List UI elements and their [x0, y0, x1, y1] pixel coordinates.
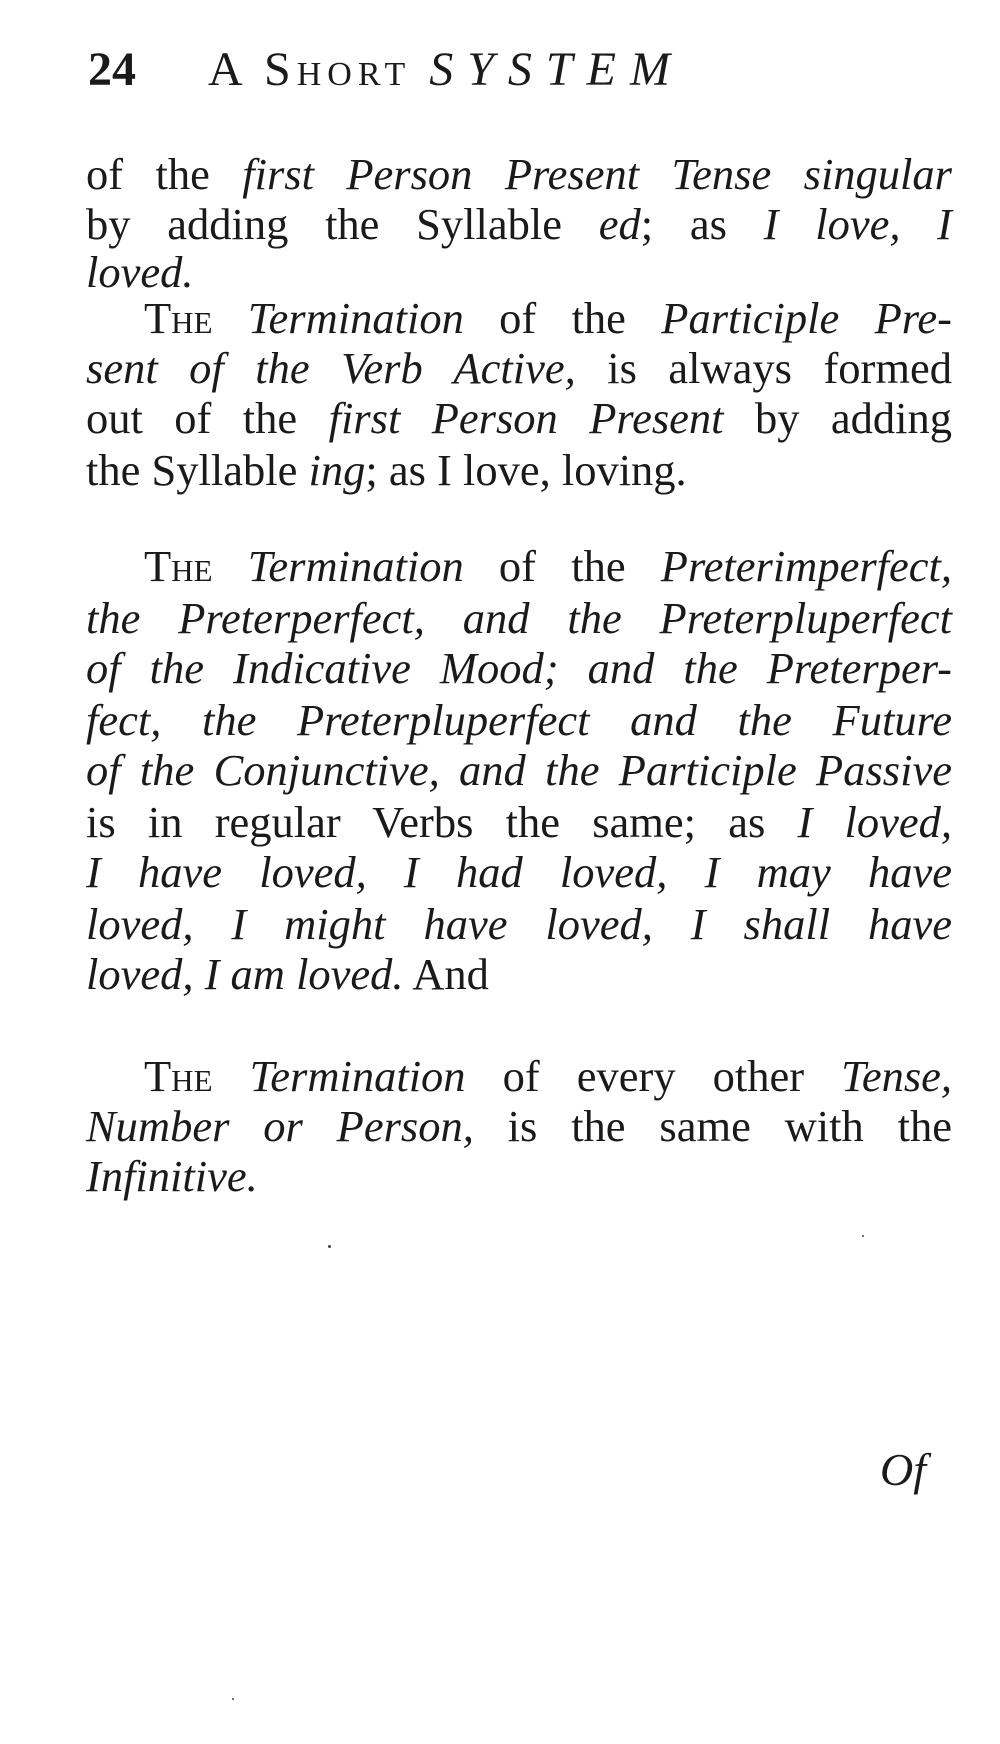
catchword: Of: [880, 1444, 926, 1495]
text-line: [86, 642, 952, 694]
roman-text: is always formed: [575, 343, 952, 393]
roman-text: by adding the Syllable: [86, 199, 599, 249]
italic-text: ed: [598, 199, 641, 249]
text-line: [86, 592, 952, 644]
paragraph-lead-word: The: [144, 293, 213, 343]
text-line: [86, 796, 952, 848]
text-line: [86, 392, 952, 444]
italic-text: loved.: [86, 247, 194, 297]
roman-text: the Syllable: [86, 445, 309, 495]
italic-text: Termination: [247, 541, 464, 591]
roman-text: out of the: [86, 393, 329, 443]
italic-text: I loved,: [797, 797, 952, 847]
italic-text: Number or Person,: [86, 1101, 474, 1151]
italic-text: Termination: [249, 1051, 466, 1101]
italic-text: Tense,: [841, 1051, 953, 1101]
text-line: [86, 744, 952, 796]
paragraph-lead-word: The: [144, 1051, 213, 1101]
roman-text: of every other: [465, 1051, 842, 1101]
italic-text: first Person Present Tense singular: [242, 149, 952, 199]
italic-text: first Person Present: [328, 393, 724, 443]
italic-text: I love, I: [763, 199, 952, 249]
text-line: [86, 444, 952, 496]
paragraph-lead-word: The: [144, 541, 213, 591]
text-line: [86, 246, 952, 298]
text-line: [144, 292, 952, 344]
text-line: [86, 948, 952, 1000]
italic-text: I have loved, I had loved, I may have: [86, 847, 952, 897]
text-line: [86, 898, 952, 950]
text-line: [86, 694, 952, 746]
italic-text: Preterimperfect,: [660, 541, 952, 591]
italic-text: fect, the Preterpluperfect and the Future: [86, 695, 952, 745]
roman-text: ; as: [640, 199, 764, 249]
roman-text: is in regular Verbs the same; as: [86, 797, 798, 847]
text-line: [86, 1100, 952, 1152]
roman-text: of the: [86, 149, 243, 199]
text-line: [86, 198, 952, 250]
italic-text: of the Conjunctive, and the Participle Passive: [86, 745, 952, 795]
text-line: [86, 846, 952, 898]
roman-text: by adding: [723, 393, 952, 443]
italic-text: loved, I am loved.: [86, 949, 404, 999]
text-line: [86, 1150, 952, 1202]
text-line: [144, 540, 952, 592]
roman-text: And: [403, 949, 489, 999]
running-header: [88, 30, 888, 110]
ink-speck: [862, 1235, 864, 1237]
italic-text: ing: [308, 445, 366, 495]
page-number: 24: [88, 43, 136, 96]
running-title-roman: A Short: [208, 43, 412, 96]
running-title-italic: SYSTEM: [429, 43, 684, 96]
running-title: [208, 43, 684, 96]
italic-text: Infinitive.: [86, 1151, 258, 1201]
italic-text: sent of the Verb Active,: [86, 343, 576, 393]
text-line: [86, 148, 952, 200]
roman-text: of the: [463, 541, 661, 591]
ink-speck: [232, 1698, 234, 1700]
text-line: [144, 1050, 952, 1102]
roman-text: ; as I love, loving.: [365, 445, 687, 495]
italic-text: loved, I might have loved, I shall have: [86, 899, 952, 949]
italic-text: the Preterperfect, and the Preterpluperfect: [86, 593, 952, 643]
roman-text: of the: [463, 293, 662, 343]
ink-speck: [328, 1245, 331, 1248]
italic-text: Participle Pre-: [661, 293, 952, 343]
roman-text: is the same with the: [473, 1101, 952, 1151]
italic-text: Termination: [247, 293, 464, 343]
italic-text: of the Indicative Mood; and the Preterper-: [86, 643, 952, 693]
text-line: [86, 342, 952, 394]
